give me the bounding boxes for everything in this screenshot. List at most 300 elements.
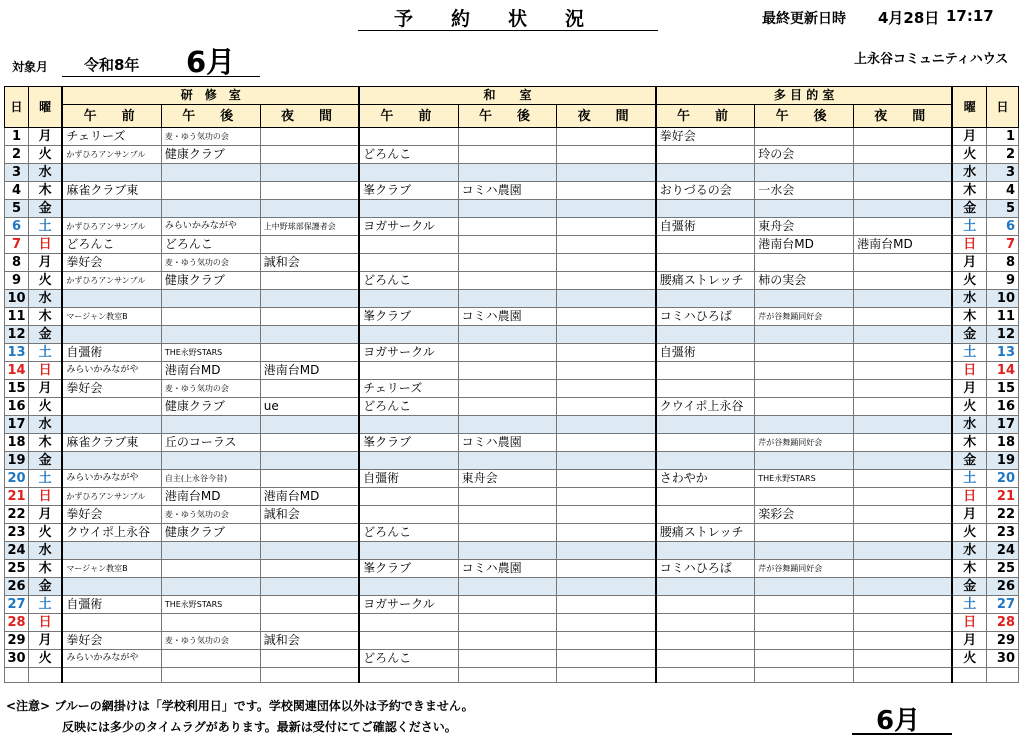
reservation-cell: [656, 434, 755, 452]
reservation-cell: [458, 326, 557, 344]
empty-cell: [359, 668, 458, 683]
day-cell: 11: [5, 308, 29, 326]
reservation-cell: [359, 128, 458, 146]
weekday-cell: 木: [28, 182, 62, 200]
reservation-cell: かずひろアンサンブル: [62, 488, 161, 506]
table-row: [5, 236, 1019, 254]
reservation-cell: おりづるの会: [656, 182, 755, 200]
weekday-cell-right: 月: [952, 128, 986, 146]
day-cell: 29: [5, 632, 29, 650]
table-row: [5, 542, 1019, 560]
reservation-cell: [656, 254, 755, 272]
table-row: [5, 632, 1019, 650]
reservation-cell: チェリーズ: [62, 128, 161, 146]
reservation-cell: みらいかみながや: [62, 650, 161, 668]
reservation-cell: [359, 254, 458, 272]
reservation-cell: [161, 326, 260, 344]
reservation-cell: 麻雀クラブ東: [62, 434, 161, 452]
footer-note-school-days: <注意> ブルーの網掛けは「学校利用日」です。学校関連団体以外は予約できません。: [6, 699, 474, 713]
era-year: 令和8年: [84, 56, 140, 74]
reservation-cell: [854, 164, 953, 182]
day-cell-right: 28: [986, 614, 1018, 632]
reservation-cell: [854, 200, 953, 218]
reservation-cell: [656, 146, 755, 164]
reservation-cell: [755, 524, 854, 542]
target-month: 6月: [186, 45, 236, 79]
reservation-cell: 東舟会: [458, 470, 557, 488]
reservation-cell: [359, 416, 458, 434]
weekday-cell: 水: [28, 542, 62, 560]
weekday-cell-right: 金: [952, 578, 986, 596]
reservation-cell: [458, 254, 557, 272]
reservation-cell: [161, 182, 260, 200]
reservation-cell: [260, 182, 359, 200]
day-cell-right: 30: [986, 650, 1018, 668]
day-column-header-right: 日: [986, 87, 1018, 128]
reservation-cell: チェリーズ: [359, 380, 458, 398]
reservation-cell: [260, 236, 359, 254]
reservation-cell: [656, 632, 755, 650]
table-row: [5, 596, 1019, 614]
day-cell: 24: [5, 542, 29, 560]
day-cell-right: 24: [986, 542, 1018, 560]
weekday-cell: 月: [28, 506, 62, 524]
reservation-cell: [260, 290, 359, 308]
reservation-cell: [458, 506, 557, 524]
table-row: [5, 452, 1019, 470]
reservation-cell: [161, 164, 260, 182]
weekday-cell: 木: [28, 560, 62, 578]
reservation-cell: 一水会: [755, 182, 854, 200]
reservation-cell: [854, 632, 953, 650]
reservation-cell: [260, 470, 359, 488]
reservation-cell: 健康クラブ: [161, 272, 260, 290]
reservation-cell: 腰痛ストレッチ: [656, 524, 755, 542]
last-updated-label: 最終更新日時: [762, 11, 846, 27]
reservation-cell: [557, 506, 656, 524]
reservation-cell: [260, 542, 359, 560]
reservation-cell: [755, 632, 854, 650]
reservation-cell: [557, 236, 656, 254]
reservation-cell: [656, 542, 755, 560]
reservation-cell: [359, 578, 458, 596]
footer-note-time-lag: 反映には多少のタイムラグがあります。最新は受付にてご確認ください。: [62, 720, 457, 734]
reservation-cell: THE永野STARS: [161, 596, 260, 614]
reservation-cell: [656, 614, 755, 632]
footer-month-underline: [852, 733, 952, 735]
reservation-cell: [260, 380, 359, 398]
weekday-cell-right: 火: [952, 524, 986, 542]
weekday-cell-right: 月: [952, 632, 986, 650]
reservation-cell: ue: [260, 398, 359, 416]
reservation-cell: [458, 416, 557, 434]
day-cell-right: 20: [986, 470, 1018, 488]
reservation-cell: [458, 578, 557, 596]
month-underline: [62, 76, 260, 77]
target-month-label: 対象月: [12, 60, 49, 74]
reservation-cell: [260, 650, 359, 668]
reservation-cell: [260, 560, 359, 578]
slot-header-morning: 午 前: [656, 105, 755, 128]
reservation-cell: [359, 362, 458, 380]
day-cell-right: 5: [986, 200, 1018, 218]
weekday-cell-right: 土: [952, 218, 986, 236]
weekday-cell-right: 日: [952, 362, 986, 380]
day-cell-right: 6: [986, 218, 1018, 236]
reservation-cell: [161, 578, 260, 596]
reservation-cell: [62, 290, 161, 308]
weekday-cell: 月: [28, 128, 62, 146]
reservation-cell: [458, 614, 557, 632]
reservation-cell: [755, 380, 854, 398]
reservation-cell: [458, 650, 557, 668]
day-cell: 2: [5, 146, 29, 164]
reservation-cell: [458, 398, 557, 416]
reservation-cell: [557, 200, 656, 218]
reservation-cell: [458, 146, 557, 164]
reservation-cell: [458, 344, 557, 362]
reservation-cell: [854, 254, 953, 272]
reservation-cell: ヨガサークル: [359, 596, 458, 614]
table-row-empty: [5, 668, 1019, 683]
reservation-cell: さわやか: [656, 470, 755, 488]
reservation-cell: [854, 272, 953, 290]
reservation-cell: 港南台MD: [161, 362, 260, 380]
reservation-cell: [557, 596, 656, 614]
reservation-cell: [458, 452, 557, 470]
reservation-cell: [854, 326, 953, 344]
page-title: 予約状況: [358, 4, 658, 31]
reservation-cell: 自彊術: [62, 596, 161, 614]
reservation-cell: 腰痛ストレッチ: [656, 272, 755, 290]
reservation-cell: [260, 164, 359, 182]
reservation-cell: [359, 326, 458, 344]
table-row: [5, 362, 1019, 380]
reservation-cell: [557, 164, 656, 182]
weekday-cell-right: 月: [952, 506, 986, 524]
reservation-cell: [458, 524, 557, 542]
reservation-cell: コミハ農園: [458, 434, 557, 452]
weekday-cell: 土: [28, 470, 62, 488]
empty-cell: [854, 668, 953, 683]
footer-month: 6月: [876, 706, 921, 736]
reservation-cell: [854, 416, 953, 434]
day-cell-right: 27: [986, 596, 1018, 614]
reservation-cell: 峯クラブ: [359, 182, 458, 200]
reservation-cell: [62, 398, 161, 416]
reservation-cell: 芹が谷舞踊同好会: [755, 434, 854, 452]
day-cell: 18: [5, 434, 29, 452]
room-header-training: 研 修 室: [62, 87, 359, 105]
reservation-cell: みらいかみながや: [62, 362, 161, 380]
weekday-cell: 金: [28, 200, 62, 218]
reservation-cell: 港南台MD: [260, 488, 359, 506]
reservation-cell: [260, 578, 359, 596]
reservation-cell: [854, 344, 953, 362]
reservation-cell: [854, 362, 953, 380]
reservation-cell: [260, 200, 359, 218]
day-cell: 12: [5, 326, 29, 344]
day-cell-right: 23: [986, 524, 1018, 542]
reservation-cell: 港南台MD: [260, 362, 359, 380]
weekday-cell: 水: [28, 416, 62, 434]
reservation-cell: マージャン教室B: [62, 308, 161, 326]
reservation-cell: [755, 578, 854, 596]
table-row: [5, 344, 1019, 362]
day-cell-right: 17: [986, 416, 1018, 434]
slot-header-evening: 夜 間: [557, 105, 656, 128]
reservation-cell: [62, 416, 161, 434]
day-cell: 20: [5, 470, 29, 488]
reservation-cell: 峯クラブ: [359, 308, 458, 326]
weekday-cell-right: 火: [952, 398, 986, 416]
reservation-cell: [458, 632, 557, 650]
reservation-cell: [557, 650, 656, 668]
day-cell: 4: [5, 182, 29, 200]
reservation-cell: [359, 452, 458, 470]
reservation-cell: [359, 506, 458, 524]
day-cell: 9: [5, 272, 29, 290]
reservation-cell: 健康クラブ: [161, 146, 260, 164]
reservation-cell: [260, 524, 359, 542]
weekday-cell-right: 水: [952, 164, 986, 182]
table-row: [5, 290, 1019, 308]
reservation-cell: [359, 236, 458, 254]
reservation-cell: [854, 542, 953, 560]
weekday-cell: 火: [28, 650, 62, 668]
reservation-cell: [260, 434, 359, 452]
table-row: [5, 470, 1019, 488]
weekday-cell: 水: [28, 290, 62, 308]
reservation-cell: 拳好会: [62, 254, 161, 272]
day-cell: 3: [5, 164, 29, 182]
day-cell-right: 3: [986, 164, 1018, 182]
reservation-cell: 芹が谷舞踊同好会: [755, 560, 854, 578]
reservation-cell: [656, 416, 755, 434]
reservation-cell: 自彊術: [656, 344, 755, 362]
reservation-cell: [161, 200, 260, 218]
reservation-cell: 自彊術: [62, 344, 161, 362]
reservation-cell: クウイポ上永谷: [656, 398, 755, 416]
reservation-cell: [458, 200, 557, 218]
reservation-cell: 自彊術: [359, 470, 458, 488]
reservation-table: [4, 86, 1019, 683]
reservation-cell: [458, 488, 557, 506]
reservation-cell: 麦・ゆう気功の会: [161, 632, 260, 650]
empty-cell: [260, 668, 359, 683]
day-cell-right: 16: [986, 398, 1018, 416]
weekday-cell: 金: [28, 452, 62, 470]
reservation-cell: [854, 308, 953, 326]
reservation-cell: [458, 218, 557, 236]
table-row: [5, 146, 1019, 164]
reservation-cell: [458, 290, 557, 308]
reservation-cell: [755, 362, 854, 380]
reservation-cell: [557, 308, 656, 326]
reservation-cell: クウイポ上永谷: [62, 524, 161, 542]
reservation-cell: 港南台MD: [161, 488, 260, 506]
reservation-cell: [854, 650, 953, 668]
weekday-cell: 木: [28, 434, 62, 452]
reservation-cell: [854, 146, 953, 164]
reservation-cell: [854, 506, 953, 524]
reservation-cell: 自主(上永谷今昔): [161, 470, 260, 488]
empty-cell: [986, 668, 1018, 683]
table-row: [5, 164, 1019, 182]
reservation-cell: [359, 632, 458, 650]
table-row: [5, 380, 1019, 398]
table-row: [5, 218, 1019, 236]
reservation-cell: 誠和会: [260, 254, 359, 272]
reservation-cell: [854, 452, 953, 470]
day-cell-right: 11: [986, 308, 1018, 326]
table-row: [5, 524, 1019, 542]
day-cell-right: 26: [986, 578, 1018, 596]
reservation-cell: ヨガサークル: [359, 218, 458, 236]
empty-cell: [161, 668, 260, 683]
reservation-cell: [854, 434, 953, 452]
reservation-cell: [755, 488, 854, 506]
reservation-cell: 拳好会: [62, 632, 161, 650]
slot-header-morning: 午 前: [62, 105, 161, 128]
weekday-cell-right: 木: [952, 182, 986, 200]
weekday-cell-right: 金: [952, 326, 986, 344]
table-row: [5, 182, 1019, 200]
reservation-cell: [557, 470, 656, 488]
reservation-cell: [557, 344, 656, 362]
reservation-cell: かずひろアンサンブル: [62, 146, 161, 164]
weekday-cell: 火: [28, 272, 62, 290]
reservation-cell: [755, 344, 854, 362]
reservation-cell: [854, 524, 953, 542]
reservation-cell: コミハひろば: [656, 308, 755, 326]
reservation-cell: どろんこ: [359, 524, 458, 542]
reservation-cell: 麦・ゆう気功の会: [161, 506, 260, 524]
empty-cell: [28, 668, 62, 683]
reservation-cell: [161, 452, 260, 470]
day-cell: 30: [5, 650, 29, 668]
weekday-cell-right: 土: [952, 470, 986, 488]
reservation-cell: [854, 578, 953, 596]
weekday-cell: 水: [28, 164, 62, 182]
slot-header-morning: 午 前: [359, 105, 458, 128]
reservation-cell: どろんこ: [359, 650, 458, 668]
weekday-cell-right: 水: [952, 416, 986, 434]
reservation-cell: [359, 164, 458, 182]
day-cell: 28: [5, 614, 29, 632]
weekday-cell: 金: [28, 326, 62, 344]
weekday-cell: 日: [28, 614, 62, 632]
reservation-cell: [755, 416, 854, 434]
weekday-cell-right: 木: [952, 434, 986, 452]
reservation-cell: [854, 560, 953, 578]
reservation-cell: みらいかみながや: [62, 470, 161, 488]
weekday-cell: 木: [28, 308, 62, 326]
reservation-cell: [161, 542, 260, 560]
reservation-cell: 楽彩会: [755, 506, 854, 524]
reservation-cell: [557, 254, 656, 272]
reservation-cell: [755, 452, 854, 470]
reservation-cell: [656, 290, 755, 308]
day-cell-right: 18: [986, 434, 1018, 452]
reservation-cell: [755, 128, 854, 146]
reservation-cell: [161, 308, 260, 326]
reservation-cell: [260, 146, 359, 164]
reservation-cell: [557, 524, 656, 542]
reservation-cell: どろんこ: [359, 398, 458, 416]
reservation-cell: ヨガサークル: [359, 344, 458, 362]
weekday-column-header: 曜: [28, 87, 62, 128]
table-row: [5, 488, 1019, 506]
weekday-cell-right: 水: [952, 542, 986, 560]
reservation-cell: [854, 290, 953, 308]
reservation-cell: [161, 650, 260, 668]
reservation-cell: [755, 650, 854, 668]
reservation-cell: [557, 326, 656, 344]
reservation-cell: [260, 308, 359, 326]
last-updated-date: 4月28日: [878, 9, 940, 27]
reservation-cell: [755, 614, 854, 632]
weekday-cell: 土: [28, 218, 62, 236]
weekday-cell: 日: [28, 362, 62, 380]
reservation-cell: [656, 380, 755, 398]
reservation-cell: 柿の実会: [755, 272, 854, 290]
reservation-cell: [755, 596, 854, 614]
reservation-cell: [755, 164, 854, 182]
reservation-cell: [557, 416, 656, 434]
reservation-cell: [854, 218, 953, 236]
reservation-cell: 丘のコーラス: [161, 434, 260, 452]
slot-header-afternoon: 午 後: [161, 105, 260, 128]
empty-cell: [755, 668, 854, 683]
reservation-cell: [458, 128, 557, 146]
reservation-cell: 健康クラブ: [161, 524, 260, 542]
weekday-cell-right: 月: [952, 254, 986, 272]
reservation-cell: [755, 200, 854, 218]
reservation-cell: 玲の会: [755, 146, 854, 164]
reservation-cell: みらいかみながや: [161, 218, 260, 236]
reservation-cell: [557, 362, 656, 380]
reservation-cell: 拳好会: [62, 506, 161, 524]
reservation-cell: [260, 614, 359, 632]
empty-cell: [952, 668, 986, 683]
table-row: [5, 506, 1019, 524]
reservation-cell: [458, 164, 557, 182]
reservation-cell: [359, 542, 458, 560]
weekday-cell-right: 月: [952, 380, 986, 398]
reservation-cell: [557, 272, 656, 290]
reservation-cell: [854, 470, 953, 488]
day-cell-right: 4: [986, 182, 1018, 200]
reservation-cell: 麦・ゆう気功の会: [161, 128, 260, 146]
reservation-cell: 自彊術: [656, 218, 755, 236]
reservation-cell: [854, 398, 953, 416]
empty-cell: [656, 668, 755, 683]
weekday-cell: 月: [28, 632, 62, 650]
table-row: [5, 128, 1019, 146]
reservation-cell: [260, 416, 359, 434]
day-cell-right: 22: [986, 506, 1018, 524]
reservation-cell: [755, 326, 854, 344]
reservation-cell: [359, 200, 458, 218]
reservation-cell: [260, 344, 359, 362]
day-cell-right: 13: [986, 344, 1018, 362]
table-row: [5, 434, 1019, 452]
table-row: [5, 578, 1019, 596]
day-cell-right: 10: [986, 290, 1018, 308]
weekday-cell-right: 木: [952, 560, 986, 578]
reservation-cell: [62, 578, 161, 596]
